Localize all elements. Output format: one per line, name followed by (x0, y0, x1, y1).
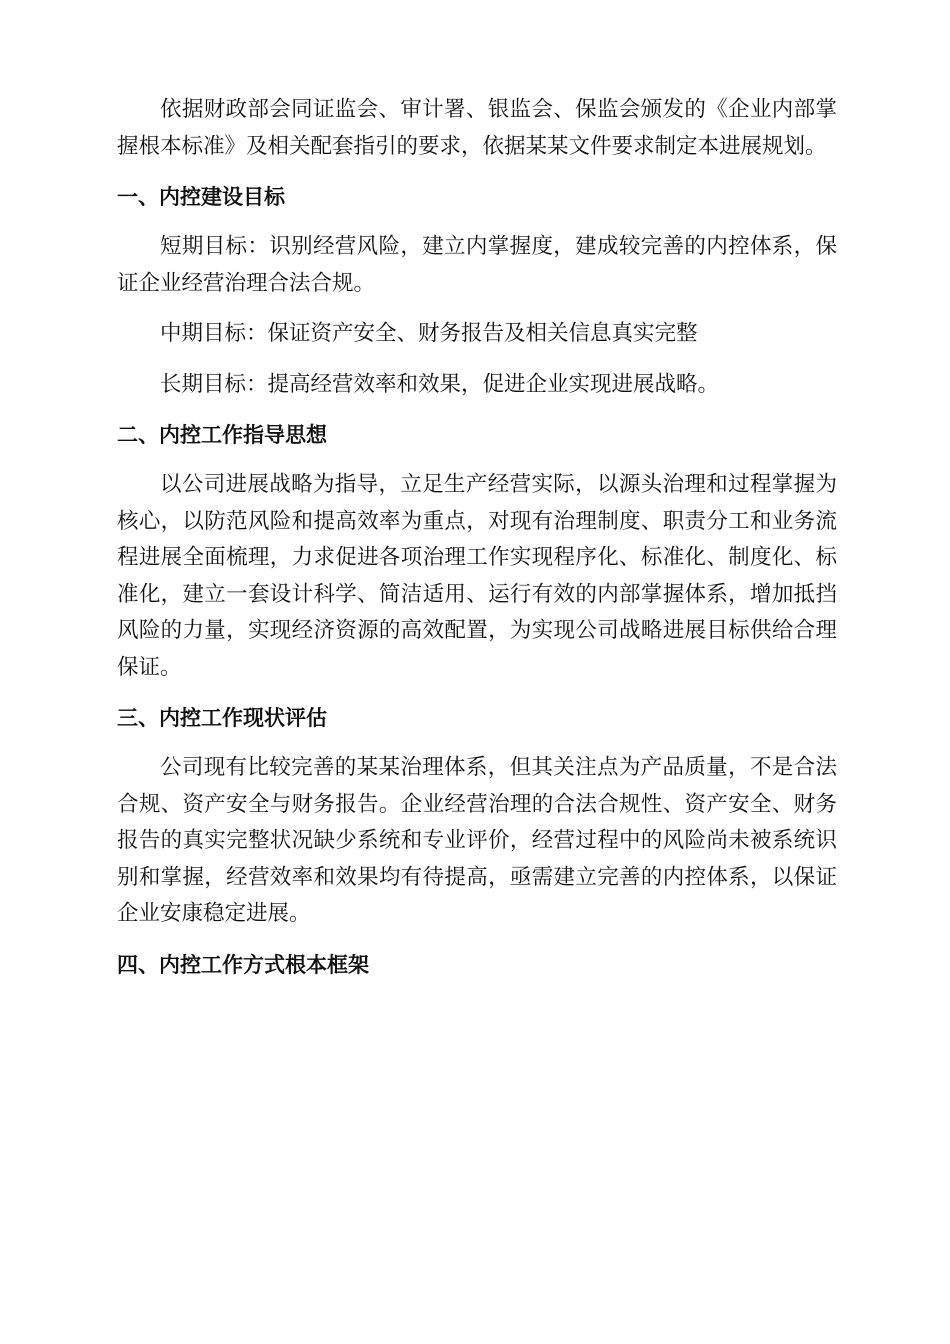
section-1-heading: 一、内控建设目标 (117, 185, 285, 209)
long-term-goal: 长期目标：提高经营效率和效果，促进企业实现进展战略。 (160, 371, 720, 397)
section-3-body: 公司现有比较完善的某某治理体系，但其关注点为产品质量，不是合法合规、资产安全与财务报告。企业经营治理的合法合规性、资产安全、财务报告的真实完整状况缺少系统和专业评价，经营过程中的风险尚未被系统识别和掌握，经营效率和效果均有待提高，亟需建立完善的内控体系，以保证企业安康稳定进展。 (117, 755, 837, 926)
section-2-body: 以公司进展战略为指导，立足生产经营实际，以源头治理和过程掌握为核心，以防范风险和提高效率为重点，对现有治理制度、职责分工和业务流程进展全面梳理，力求促进各项治理工作实现程序化、标准化、制度化、标准化，建立一套设计科学、简洁适用、运行有效的内部掌握体系，增加抵挡风险的力量，实现经济资源的高效配置，为实现公司战略进展目标供给合理保证。 (117, 472, 837, 680)
section-2-heading: 二、内控工作指导思想 (117, 423, 327, 447)
short-term-goal: 短期目标：识别经营风险，建立内掌握度，建成较完善的内控体系，保证企业经营治理合法合规。 (117, 234, 837, 296)
document-page (117, 92, 837, 983)
mid-term-goal: 中期目标：保证资产安全、财务报告及相关信息真实完整 (160, 321, 698, 346)
intro-paragraph: 依据财政部会同证监会、审计署、银监会、保监会颁发的《企业内部掌握根本标准》及相关配套指引的要求，依据某某文件要求制定本进展规划。 (117, 97, 837, 159)
section-3-heading: 三、内控工作现状评估 (117, 706, 327, 730)
section-4-heading: 四、内控工作方式根本框架 (117, 952, 369, 977)
